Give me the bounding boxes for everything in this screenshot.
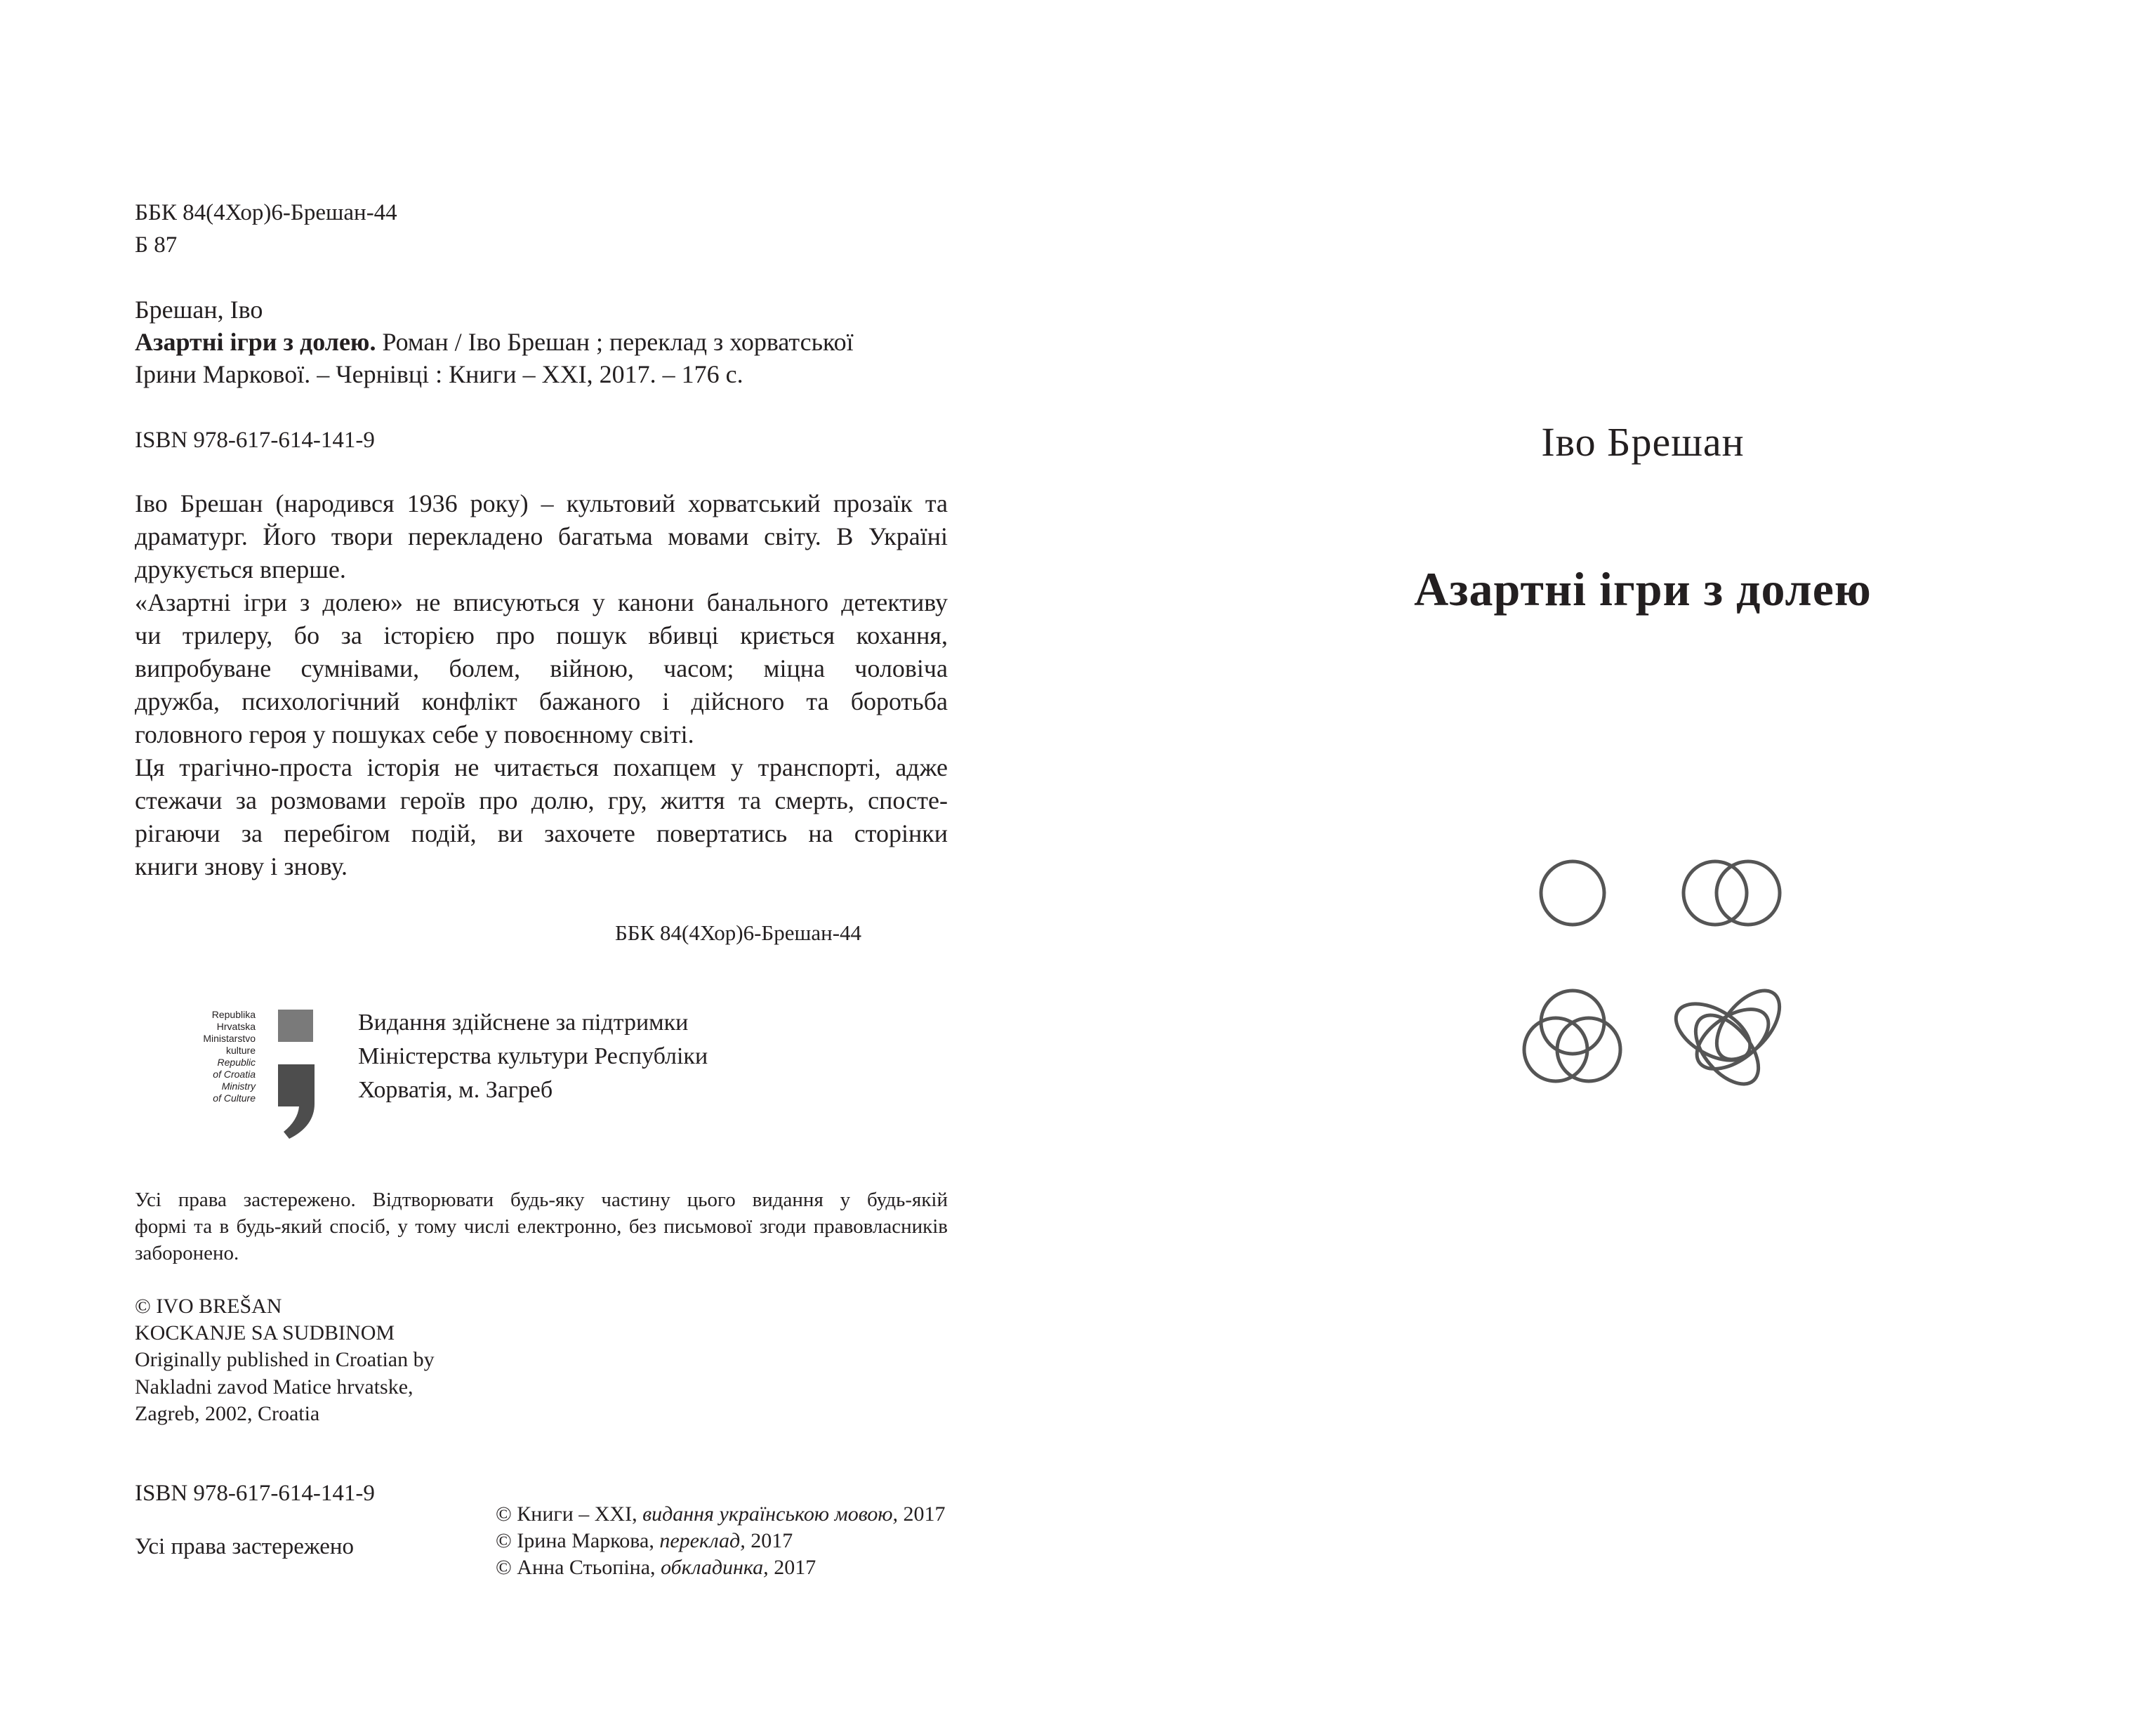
copyright-year: 2017	[898, 1502, 946, 1526]
logo-text-line: Republic	[217, 1057, 256, 1068]
support-text-line: Хорватія, м. Загреб	[358, 1077, 553, 1103]
bbk-code-right: ББК 84(4Хор)6-Брешан-44	[615, 920, 862, 945]
original-copyright-line: © IVO BREŠAN	[135, 1295, 282, 1318]
annotation-line: друкується вперше.	[135, 555, 346, 583]
bibliographic-title: Азартні ігри з долею.	[135, 328, 376, 356]
copyright-holder: © Ірина Маркова,	[496, 1529, 660, 1552]
rights-notice-line: Усі права застережено. Відтворювати будь-яку частину цього видання у будь-якій	[135, 1189, 948, 1211]
copyright-line	[496, 1500, 946, 1529]
rights-notice-line: формі та в будь-який спосіб, у тому числі електронно, без письмової згоди правовласників	[135, 1215, 948, 1238]
copyright-line	[496, 1526, 793, 1556]
annotation-line: драматург. Його твори перекладено багатьма мовами світу. В Україні	[135, 522, 948, 550]
title-page-author: Іво Брешан	[1541, 419, 1745, 465]
annotation-line: стежачи за розмовами героїв про долю, гру, життя та смерть, спосте-	[135, 786, 948, 814]
original-copyright-line: KOCKANJE SA SUDBINOM	[135, 1321, 395, 1344]
ministry-logo-icon	[274, 1005, 323, 1139]
logo-text-line: of Croatia	[213, 1069, 256, 1080]
bibliographic-entry-line2: Ірини Маркової. – Чернівці : Книги – XXI, 2017. – 176 с.	[135, 360, 743, 388]
logo-text-line: Republika	[211, 1009, 256, 1020]
copyright-line	[496, 1553, 816, 1582]
ministry-logo-text	[150, 1009, 256, 1104]
copyright-year: 2017	[745, 1529, 793, 1552]
annotation-line: випробуване сумнівами, болем, війною, часом; міцна чоловіча	[135, 654, 948, 682]
isbn-bottom: ISBN 978-617-614-141-9	[135, 1481, 375, 1506]
logo-square-icon	[278, 1010, 313, 1042]
logo-text-line: kulture	[225, 1045, 256, 1056]
author-heading: Брешан, Іво	[135, 296, 263, 324]
copyright-holder: © Анна Стьопіна,	[496, 1556, 661, 1579]
annotation-line: головного героя у пошуках себе у повоєнному світі.	[135, 720, 694, 748]
original-copyright-line: Zagreb, 2002, Croatia	[135, 1402, 320, 1425]
bbk-code: ББК 84(4Хор)6-Брешан-44	[135, 200, 397, 225]
logo-comma-icon	[278, 1064, 315, 1139]
three-circles-icon	[1524, 991, 1620, 1081]
support-text-line: Міністерства культури Республіки	[358, 1043, 708, 1069]
bibliographic-entry-line1	[135, 326, 948, 358]
copyright-role: видання українською мовою,	[642, 1502, 899, 1526]
logo-text-line: of Culture	[213, 1092, 256, 1104]
copyright-year: 2017	[768, 1556, 816, 1579]
logo-text-line: Ministry	[221, 1080, 256, 1092]
isbn-top: ISBN 978-617-614-141-9	[135, 428, 375, 453]
single-circle-icon	[1541, 861, 1604, 925]
rights-notice-line: заборонено.	[135, 1242, 239, 1264]
copyright-role: обкладинка,	[661, 1556, 769, 1579]
annotation-line: чи трилеру, бо за історією про пошук вбивці криється кохання,	[135, 621, 948, 649]
udc-code: Б 87	[135, 232, 178, 258]
original-copyright-line: Originally published in Croatian by	[135, 1348, 435, 1371]
logo-text-line: Ministarstvo	[203, 1033, 256, 1044]
all-rights-reserved: Усі права застережено	[135, 1534, 355, 1559]
two-circles-icon	[1684, 861, 1780, 925]
four-ellipses-icon	[1667, 979, 1792, 1095]
annotation-line: «Азартні ігри з долею» не вписуються у канони банального детективу	[135, 588, 948, 616]
annotation-line: Іво Брешан (народився 1936 року) – культовий хорватський прозаїк та	[135, 489, 948, 517]
original-copyright-line: Nakladni zavod Matice hrvatske,	[135, 1375, 414, 1399]
copyright-holder: © Книги – XXI,	[496, 1502, 643, 1526]
overlapping-circles-emblem-icon	[1509, 835, 1804, 1102]
title-page-title: Азартні ігри з долею	[1414, 562, 1872, 616]
support-text-line: Видання здійснене за підтримки	[358, 1010, 689, 1036]
annotation-line: рігаючи за перебігом подій, ви захочете повертатись на сторінки	[135, 819, 948, 847]
annotation-line: дружба, психологічний конфлікт бажаного і дійсного та боротьба	[135, 687, 948, 715]
copyright-role: переклад,	[659, 1529, 746, 1552]
logo-text-line: Hrvatska	[216, 1021, 256, 1032]
annotation-line: Ця трагічно-проста історія не читається похапцем у транспорті, адже	[135, 753, 948, 781]
bibliographic-rest: Роман / Іво Брешан ; переклад з хорватської	[376, 328, 854, 356]
annotation-line: книги знову і знову.	[135, 852, 348, 880]
